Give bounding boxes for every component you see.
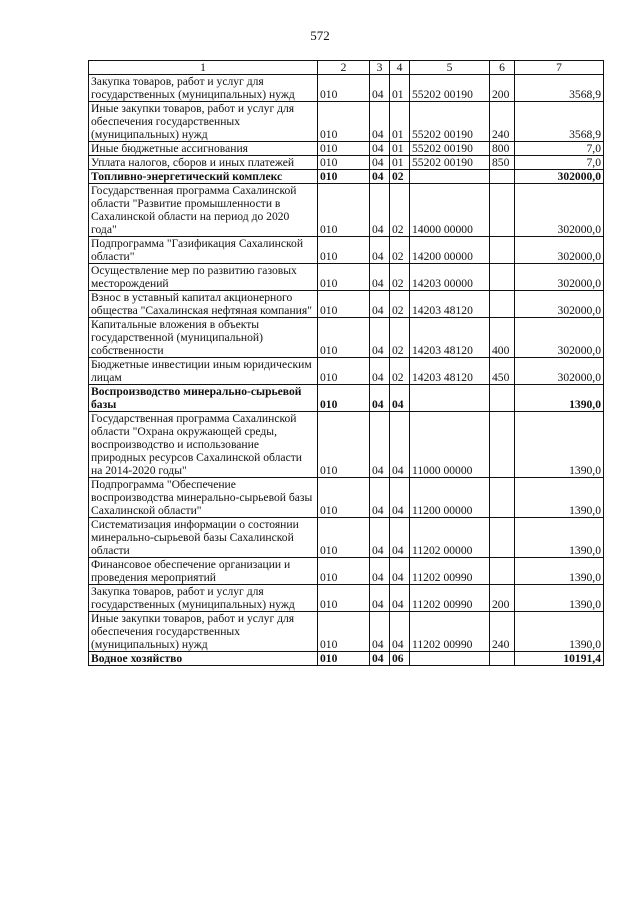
- row-name: Закупка товаров, работ и услуг для государственных (муниципальных) нужд: [89, 75, 318, 102]
- row-name: Бюджетные инвестиции иным юридическим лицам: [89, 358, 318, 385]
- row-section: 04: [370, 264, 390, 291]
- row-amount: 302000,0: [515, 291, 604, 318]
- row-amount: 1390,0: [515, 478, 604, 518]
- row-code: 010: [318, 237, 370, 264]
- row-target-article: 11202 00990: [410, 612, 490, 652]
- row-name: Взнос в уставный капитал акционерного общества "Сахалинская нефтяная компания": [89, 291, 318, 318]
- header-col-3: 3: [370, 61, 390, 75]
- row-subsection: 02: [390, 170, 410, 184]
- table-row: [89, 184, 604, 237]
- table-row: [89, 478, 604, 518]
- row-section: 04: [370, 170, 390, 184]
- row-name: Уплата налогов, сборов и иных платежей: [89, 156, 318, 170]
- row-code: 010: [318, 184, 370, 237]
- row-section: 04: [370, 75, 390, 102]
- table-row: [89, 291, 604, 318]
- row-amount: 3568,9: [515, 102, 604, 142]
- row-code: 010: [318, 264, 370, 291]
- row-expense-type: [490, 385, 515, 412]
- row-name: Воспроизводство минерально-сырьевой базы: [89, 385, 318, 412]
- row-target-article: 14203 48120: [410, 318, 490, 358]
- row-code: 010: [318, 102, 370, 142]
- table-row: [89, 237, 604, 264]
- row-code: 010: [318, 142, 370, 156]
- row-code: 010: [318, 652, 370, 666]
- table-row: [89, 558, 604, 585]
- row-section: 04: [370, 585, 390, 612]
- row-target-article: 55202 00190: [410, 75, 490, 102]
- row-target-article: [410, 652, 490, 666]
- row-name: Топливно-энергетический комплекс: [89, 170, 318, 184]
- row-subsection: 04: [390, 478, 410, 518]
- row-subsection: 02: [390, 291, 410, 318]
- row-subsection: 04: [390, 518, 410, 558]
- row-expense-type: [490, 412, 515, 478]
- row-subsection: 01: [390, 75, 410, 102]
- row-name: Иные закупки товаров, работ и услуг для обеспечения государственных (муниципальных) нужд: [89, 612, 318, 652]
- row-code: 010: [318, 358, 370, 385]
- row-code: 010: [318, 585, 370, 612]
- row-expense-type: [490, 264, 515, 291]
- row-code: 010: [318, 558, 370, 585]
- row-section: 04: [370, 652, 390, 666]
- row-code: 010: [318, 518, 370, 558]
- row-target-article: [410, 170, 490, 184]
- row-name: Закупка товаров, работ и услуг для государственных (муниципальных) нужд: [89, 585, 318, 612]
- row-target-article: 11200 00000: [410, 478, 490, 518]
- row-section: 04: [370, 412, 390, 478]
- row-name: Осуществление мер по развитию газовых месторождений: [89, 264, 318, 291]
- page-number: 572: [310, 28, 330, 43]
- table-row: [89, 156, 604, 170]
- row-expense-type: [490, 518, 515, 558]
- row-expense-type: 400: [490, 318, 515, 358]
- table-row: [89, 170, 604, 184]
- row-expense-type: [490, 652, 515, 666]
- row-subsection: 02: [390, 358, 410, 385]
- row-amount: 1390,0: [515, 518, 604, 558]
- row-expense-type: [490, 170, 515, 184]
- row-subsection: 01: [390, 142, 410, 156]
- row-subsection: 02: [390, 264, 410, 291]
- row-target-article: 14200 00000: [410, 237, 490, 264]
- row-code: 010: [318, 170, 370, 184]
- row-section: 04: [370, 142, 390, 156]
- row-section: 04: [370, 156, 390, 170]
- row-subsection: 04: [390, 558, 410, 585]
- row-amount: 1390,0: [515, 385, 604, 412]
- row-subsection: 02: [390, 184, 410, 237]
- row-subsection: 04: [390, 585, 410, 612]
- row-target-article: 55202 00190: [410, 142, 490, 156]
- row-subsection: 04: [390, 412, 410, 478]
- row-target-article: 11202 00000: [410, 518, 490, 558]
- header-row: [89, 61, 604, 75]
- row-amount: 302000,0: [515, 264, 604, 291]
- row-section: 04: [370, 102, 390, 142]
- table-row: [89, 142, 604, 156]
- row-target-article: 11000 00000: [410, 412, 490, 478]
- row-expense-type: 850: [490, 156, 515, 170]
- row-subsection: 04: [390, 385, 410, 412]
- row-section: 04: [370, 612, 390, 652]
- row-name: Подпрограмма "Газификация Сахалинской области": [89, 237, 318, 264]
- row-expense-type: 200: [490, 585, 515, 612]
- row-target-article: 11202 00990: [410, 585, 490, 612]
- row-code: 010: [318, 385, 370, 412]
- row-amount: 302000,0: [515, 237, 604, 264]
- row-amount: 1390,0: [515, 412, 604, 478]
- row-section: 04: [370, 184, 390, 237]
- row-amount: 7,0: [515, 142, 604, 156]
- table-row: [89, 412, 604, 478]
- row-expense-type: [490, 237, 515, 264]
- row-expense-type: 450: [490, 358, 515, 385]
- table-row: [89, 612, 604, 652]
- row-subsection: 01: [390, 156, 410, 170]
- table-row: [89, 385, 604, 412]
- row-name: Иные закупки товаров, работ и услуг для обеспечения государственных (муниципальных) нужд: [89, 102, 318, 142]
- row-name: Капитальные вложения в объекты государственной (муниципальной) собственности: [89, 318, 318, 358]
- table-row: [89, 264, 604, 291]
- table-row: [89, 518, 604, 558]
- row-subsection: 06: [390, 652, 410, 666]
- row-name: Финансовое обеспечение организации и проведения мероприятий: [89, 558, 318, 585]
- row-target-article: 14203 00000: [410, 264, 490, 291]
- row-expense-type: [490, 291, 515, 318]
- row-amount: 302000,0: [515, 358, 604, 385]
- row-amount: 1390,0: [515, 558, 604, 585]
- row-section: 04: [370, 385, 390, 412]
- row-name: Подпрограмма "Обеспечение воспроизводства минерально-сырьевой базы Сахалинской области": [89, 478, 318, 518]
- header-col-5: 5: [410, 61, 490, 75]
- header-col-7: 7: [515, 61, 604, 75]
- row-subsection: 02: [390, 237, 410, 264]
- row-target-article: 55202 00190: [410, 102, 490, 142]
- row-expense-type: 200: [490, 75, 515, 102]
- table-row: [89, 75, 604, 102]
- row-expense-type: [490, 184, 515, 237]
- header-col-1: 1: [89, 61, 318, 75]
- row-amount: 302000,0: [515, 170, 604, 184]
- table-row: [89, 358, 604, 385]
- row-section: 04: [370, 518, 390, 558]
- row-code: 010: [318, 612, 370, 652]
- table-row: [89, 318, 604, 358]
- row-target-article: 14203 48120: [410, 358, 490, 385]
- table-row: [89, 585, 604, 612]
- row-section: 04: [370, 478, 390, 518]
- row-section: 04: [370, 358, 390, 385]
- row-code: 010: [318, 412, 370, 478]
- row-target-article: 14203 48120: [410, 291, 490, 318]
- row-amount: 10191,4: [515, 652, 604, 666]
- header-col-2: 2: [318, 61, 370, 75]
- row-expense-type: 800: [490, 142, 515, 156]
- row-expense-type: 240: [490, 102, 515, 142]
- row-code: 010: [318, 478, 370, 518]
- row-code: 010: [318, 75, 370, 102]
- row-name: Систематизация информации о состоянии минерально-сырьевой базы Сахалинской области: [89, 518, 318, 558]
- row-name: Иные бюджетные ассигнования: [89, 142, 318, 156]
- row-amount: 302000,0: [515, 318, 604, 358]
- row-amount: 1390,0: [515, 612, 604, 652]
- row-section: 04: [370, 558, 390, 585]
- table-row: [89, 102, 604, 142]
- row-subsection: 02: [390, 318, 410, 358]
- row-amount: 302000,0: [515, 184, 604, 237]
- row-subsection: 04: [390, 612, 410, 652]
- budget-table: [88, 60, 604, 666]
- header-col-6: 6: [490, 61, 515, 75]
- row-target-article: 14000 00000: [410, 184, 490, 237]
- budget-body: [89, 75, 604, 666]
- row-code: 010: [318, 291, 370, 318]
- row-target-article: [410, 385, 490, 412]
- table-row: [89, 652, 604, 666]
- row-section: 04: [370, 318, 390, 358]
- row-code: 010: [318, 156, 370, 170]
- header-col-4: 4: [390, 61, 410, 75]
- row-expense-type: [490, 558, 515, 585]
- row-name: Государственная программа Сахалинской области "Развитие промышленности в Сахалинской области на период до 2020 года": [89, 184, 318, 237]
- row-section: 04: [370, 237, 390, 264]
- row-amount: 7,0: [515, 156, 604, 170]
- row-target-article: 11202 00990: [410, 558, 490, 585]
- row-section: 04: [370, 291, 390, 318]
- row-code: 010: [318, 318, 370, 358]
- row-amount: 1390,0: [515, 585, 604, 612]
- row-name: Государственная программа Сахалинской области "Охрана окружающей среды, воспроизводство и использование природных ресурсов Сахалинской области на 2014-2020 годы": [89, 412, 318, 478]
- row-name: Водное хозяйство: [89, 652, 318, 666]
- row-subsection: 01: [390, 102, 410, 142]
- row-expense-type: 240: [490, 612, 515, 652]
- row-expense-type: [490, 478, 515, 518]
- row-amount: 3568,9: [515, 75, 604, 102]
- row-target-article: 55202 00190: [410, 156, 490, 170]
